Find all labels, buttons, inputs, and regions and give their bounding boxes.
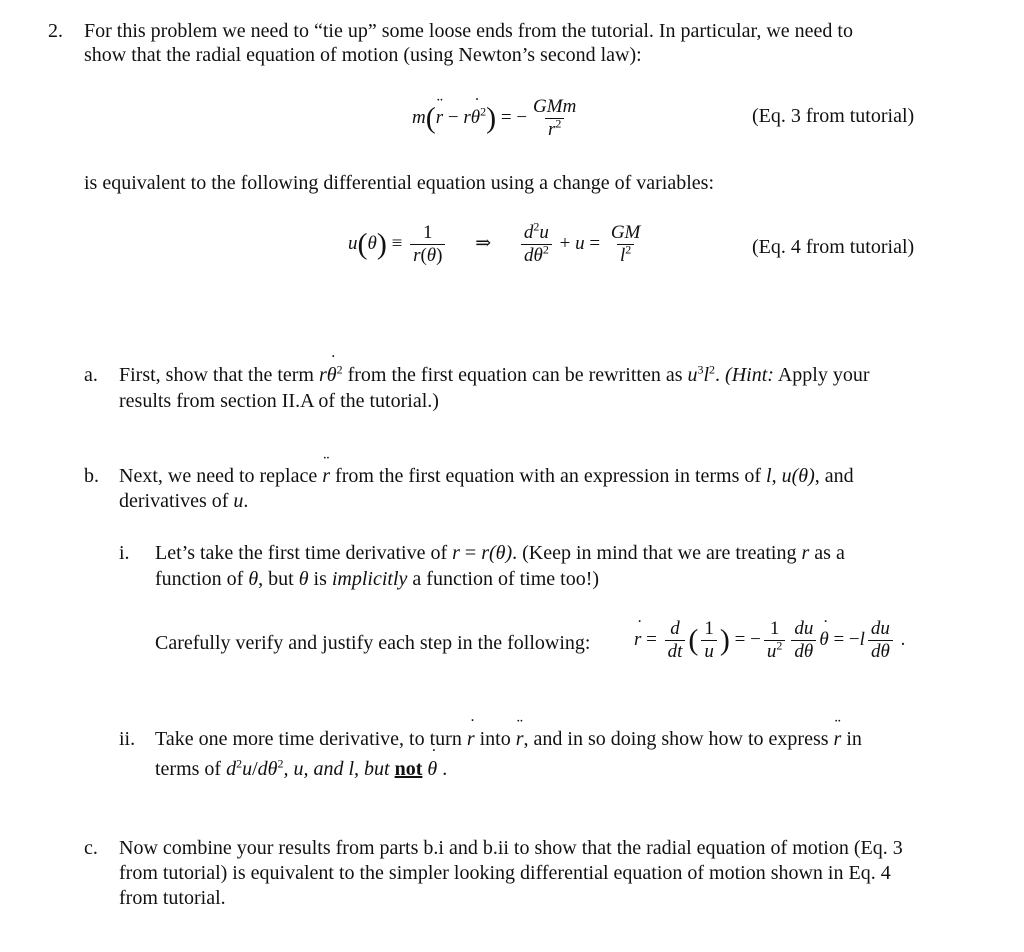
part-a-label: a. <box>84 364 98 386</box>
part-c-line-2: from tutorial) is equivalent to the simpler looking differential equation of motion shown in Eq. 4 <box>119 862 891 884</box>
part-a-line-2: results from section II.A of the tutorial.) <box>119 390 439 412</box>
part-a-line-1: First, show that the term rθ ˙$^2$ from the first equation can be rewritten as $u^3l^2$. (Hint: Apply your <box>119 362 870 388</box>
sub-i-label: i. <box>119 542 130 564</box>
sub-ii-label: ii. <box>119 728 136 750</box>
equation-4: u(θ) ≡ $\frac{1}{r(\theta)}$ ⇒ $\frac{d^2u}{d\theta^2}$ + u = $\frac{GM}{l^2}$ <box>348 219 641 266</box>
sub-ii-line-2: terms of $d^2u/d\theta^2$, u, and l, but not θ ˙ . <box>155 756 447 782</box>
eq4-label: (Eq. 4 from tutorial) <box>752 236 915 258</box>
eq3-label: (Eq. 3 from tutorial) <box>752 105 915 127</box>
part-b-label: b. <box>84 465 99 487</box>
sub-ii-line-1: Take one more time derivative, to turn r ˙ into r ¨, and in so doing show how to express r ¨ in <box>155 726 862 752</box>
part-c-label: c. <box>84 837 98 859</box>
intro-line-2: show that the radial equation of motion (using Newton’s second law): <box>84 44 642 66</box>
derivative-chain-equation: r ˙ = $\frac{d}{dt}$ ( $\frac{1}{u}$ ) = − $\frac{1}{u^2}$ $\frac{du}{d\theta}$ θ ˙ = −l $\frac{du}{d\theta}$ . <box>634 618 905 663</box>
sub-i-line-1: Let’s take the first time derivative of r = r(θ). (Keep in mind that we are treating r as a <box>155 542 845 564</box>
part-c-line-3: from tutorial. <box>119 887 226 909</box>
intro-line-1: For this problem we need to “tie up” some loose ends from the tutorial. In particular, we need to <box>84 20 853 42</box>
part-b-line-1: Next, we need to replace r ¨ from the first equation with an expression in terms of l, u(θ), and <box>119 463 854 489</box>
part-c-line-1: Now combine your results from parts b.i and b.ii to show that the radial equation of motion (Eq. 3 <box>119 837 903 859</box>
part-b-line-2: derivatives of u. <box>119 490 249 512</box>
sub-i-verify-text: Carefully verify and justify each step in the following: <box>155 632 591 654</box>
sub-i-line-2: function of θ, but θ is implicitly a function of time too!) <box>155 568 600 590</box>
problem-number: 2. <box>48 20 63 42</box>
equivalence-text: is equivalent to the following differential equation using a change of variables: <box>84 172 714 194</box>
equation-3: m(r ¨ − rθ ˙$^2$) = − $\frac{\text{GMm}}{r^2}$ <box>412 96 582 141</box>
